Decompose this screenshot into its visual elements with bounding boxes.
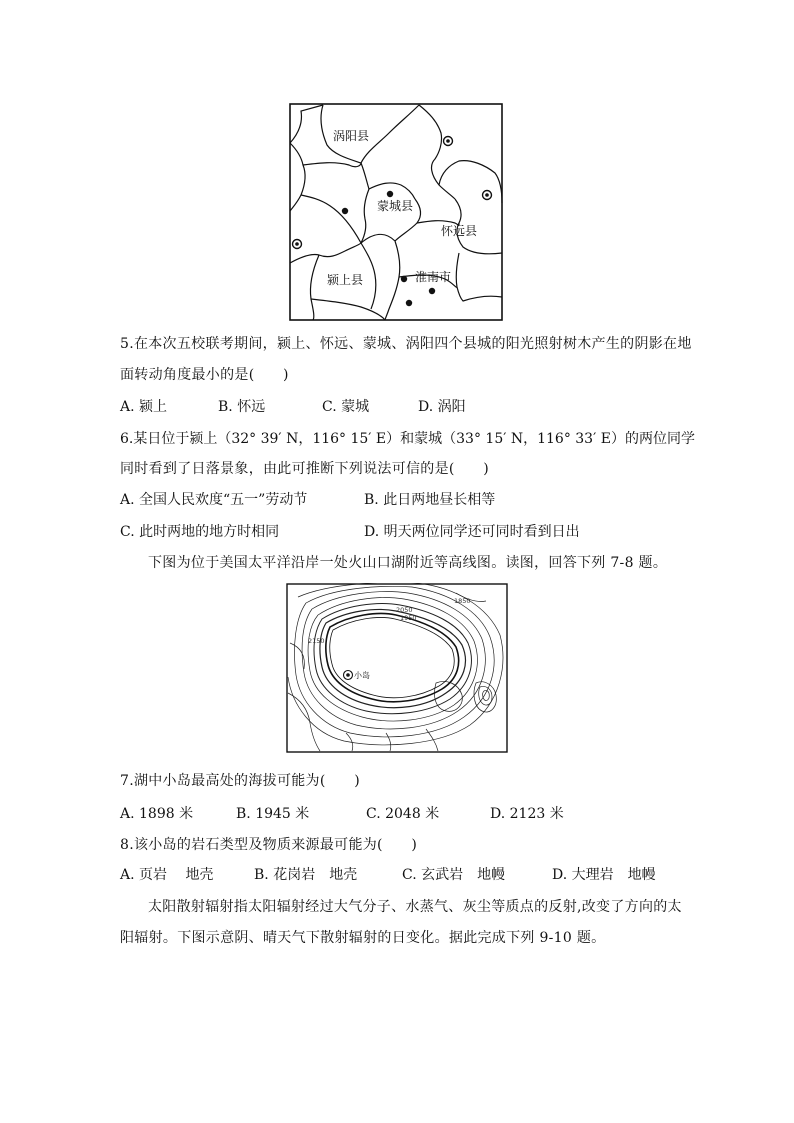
island-label: 小岛 bbox=[354, 671, 370, 680]
contour-label: 2050 bbox=[396, 606, 413, 614]
q5-option-d[interactable]: D. 涡阳 bbox=[418, 399, 466, 415]
q8-option-c[interactable]: C. 玄武岩 地幔 bbox=[402, 867, 506, 883]
q7-option-b[interactable]: B. 1945 米 bbox=[236, 806, 310, 822]
q6-option-d[interactable]: D. 明天两位同学还可同时看到日出 bbox=[364, 524, 580, 540]
label-mengcheng: 蒙城县 bbox=[377, 199, 414, 213]
county-map bbox=[289, 103, 503, 321]
q8-option-b[interactable]: B. 花岗岩 地壳 bbox=[254, 867, 358, 883]
label-yingshang: 颍上县 bbox=[327, 273, 364, 287]
q6-option-c[interactable]: C. 此时两地的地方时相同 bbox=[120, 524, 280, 540]
town-dot bbox=[401, 276, 407, 282]
label-woyang: 涡阳县 bbox=[333, 129, 370, 143]
contour-label: 1950 bbox=[400, 614, 417, 622]
contour-map bbox=[286, 583, 508, 753]
q5-option-a[interactable]: A. 颍上 bbox=[120, 399, 168, 415]
q8-option-a[interactable]: A. 页岩 地壳 bbox=[120, 867, 214, 883]
q8-stem: 8.该小岛的岩石类型及物质来源最可能为( ) bbox=[120, 837, 418, 853]
q5-option-b[interactable]: B. 怀远 bbox=[218, 399, 266, 415]
q7-option-a[interactable]: A. 1898 米 bbox=[120, 806, 194, 822]
q6-option-b[interactable]: B. 此日两地昼长相等 bbox=[364, 492, 496, 508]
q8-option-d[interactable]: D. 大理岩 地幔 bbox=[552, 867, 656, 883]
island bbox=[344, 670, 371, 680]
q7-option-d[interactable]: D. 2123 米 bbox=[490, 806, 564, 822]
intro-7-8: 下图为位于美国太平洋沿岸一处火山口湖附近等高线图。读图，回答下列 7-8 题。 bbox=[148, 555, 668, 571]
q5-option-c[interactable]: C. 蒙城 bbox=[322, 399, 370, 415]
contour-map-svg bbox=[286, 583, 508, 753]
q7-stem: 7.湖中小岛最高处的海拔可能为( ) bbox=[120, 773, 360, 789]
county-map-svg bbox=[289, 103, 503, 321]
town-dot bbox=[429, 288, 435, 294]
intro-9-10-line2: 阳辐射。下图示意阴、晴天气下散射辐射的日变化。据此完成下列 9-10 题。 bbox=[120, 930, 606, 946]
label-huainan: 淮南市 bbox=[415, 270, 452, 284]
q5-line2: 面转动角度最小的是( ) bbox=[120, 367, 289, 383]
intro-9-10-line1: 太阳散射辐射指太阳辐射经过大气分子、水蒸气、灰尘等质点的反射,改变了方向的太 bbox=[148, 899, 682, 915]
town-dot bbox=[342, 208, 348, 214]
contour-label: 2150 bbox=[308, 637, 325, 645]
label-huaiyuan: 怀远县 bbox=[441, 224, 478, 238]
q7-option-c[interactable]: C. 2048 米 bbox=[366, 806, 440, 822]
contour-label: 1850 bbox=[454, 597, 471, 605]
q5-line1: 5.在本次五校联考期间，颍上、怀远、蒙城、涡阳四个县城的阳光照射树木产生的阴影在地 bbox=[120, 336, 692, 352]
q6-line1: 6.某日位于颍上（32° 39′ N，116° 15′ E）和蒙城（33° 15′ N，116° 33′ E）的两位同学 bbox=[120, 431, 695, 447]
q6-line2: 同时看到了日落景象，由此可推断下列说法可信的是( ) bbox=[120, 461, 490, 477]
town-dot bbox=[387, 191, 393, 197]
town-dot bbox=[406, 300, 412, 306]
q6-option-a[interactable]: A. 全国人民欢度“五一”劳动节 bbox=[120, 492, 308, 508]
